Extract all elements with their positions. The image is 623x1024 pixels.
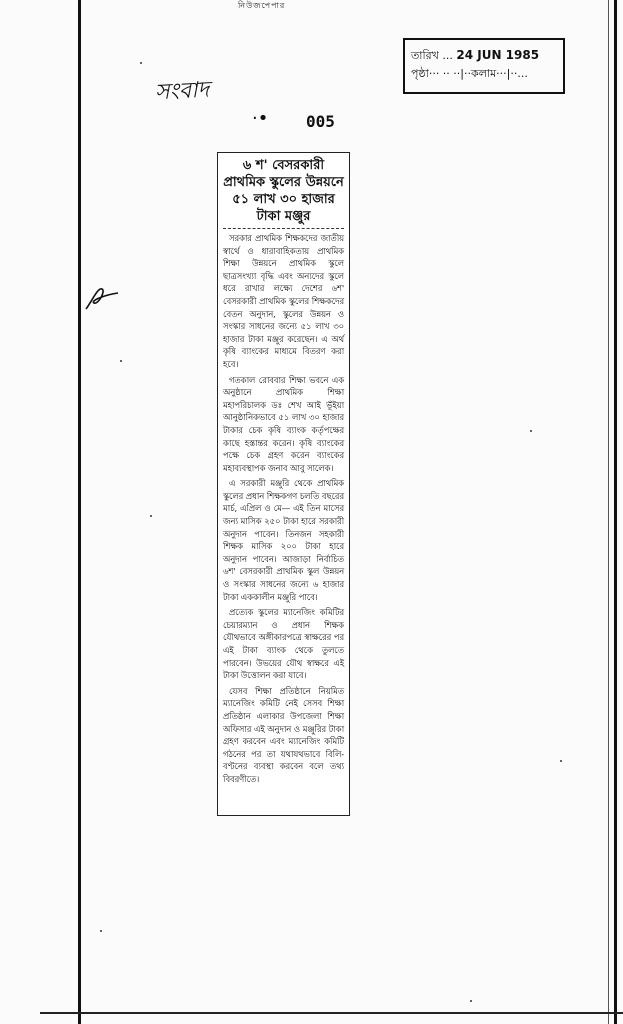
date-stamp xyxy=(403,38,565,94)
page-number: 005 xyxy=(306,112,335,131)
clipping-paragraph: প্রত্যেক স্কুলের ম্যানেজিং কমিটির চেয়ারম্যান ও প্রধান শিক্ষক যৌথভাবে অঙ্গীকারপত্রে স্বাক্ষরের পর এই টাকা ব্যাংক থেকে তুলতে পারবেন। উভয়ের যৌথ স্বাক্ষরে এই টাকা উত্তোলন করা যাবে। xyxy=(223,608,344,682)
pen-scribble-icon xyxy=(84,283,120,313)
header-print: নিউজপেপার xyxy=(238,1,286,10)
page-column-label: পৃষ্ঠা··· ·· ··|··কলাম···|··... xyxy=(411,67,528,80)
newspaper-clipping xyxy=(217,152,350,816)
handwritten-source-title: সংবাদ xyxy=(154,77,210,106)
scan-speck xyxy=(530,430,532,432)
date-value: 24 JUN 1985 xyxy=(456,48,540,62)
scan-speck xyxy=(140,62,142,64)
scan-speck xyxy=(560,760,562,762)
margin-rule xyxy=(78,0,81,1024)
scan-speck xyxy=(120,360,122,362)
clipping-paragraph: যেসব শিক্ষা প্রতিষ্ঠানে নিয়মিত ম্যানেজিং কমিটি নেই সেসব শিক্ষা প্রতিষ্ঠান এলাকার উপজেলা শিক্ষা অফিসার এই অনুদান ও মঞ্জুরির টাকা গ্রহণ করবেন এবং ম্যানেজিং কমিটি গঠনের পর তা যথাযথভাবে বিলি-বণ্টনের ব্যবস্থা করবেন বলে তথ্য বিবরণীতে। xyxy=(223,686,344,785)
bottom-edge xyxy=(40,1012,623,1014)
clipping-paragraph: সরকার প্রাথমিক শিক্ষকদের জাতীয় স্বার্থে ও ধারাবাহিকতায় প্রাথমিক শিক্ষা উন্নয়নে প্রাথমিক স্কুলে ছাত্রসংখ্যা বৃদ্ধি এবং অন্যদের স্কুলে ধরে রাখার লক্ষ্যে দেশের ৬শ' বেসরকারী প্রাথমিক স্কুলের শিক্ষকদের বেতন অনুদান, স্কুলের উন্নয়ন ও সংস্কার সাধনের জন্যে ৫১ লাখ ৩০ হাজার টাকা মঞ্জুর করেছেন। এ অর্থ কৃষি ব্যাংকের মাধ্যমে বিতরণ করা হবে। xyxy=(223,234,344,370)
scan-speck xyxy=(470,1000,472,1002)
clipping-headline: ৬ শ' বেসরকারী প্রাথমিক স্কুলের উন্নয়নে ৫১ লাখ ৩০ হাজার টাকা মঞ্জুর xyxy=(223,157,344,229)
clipping-paragraph: এ সরকারী মঞ্জুরি থেকে প্রাথমিক স্কুলের প্রধান শিক্ষকগণ চলতি বছরের মার্চ, এপ্রিল ও মে— এই তিন মাসের জন্য মাসিক ২৫০ টাকা হারে সরকারী অনুদান পাবেন। তিনজন সহকারী শিক্ষক মাসিক ২০০ টাকা হারে অনুদান পাবেন। আজাড়া নির্বাচিত ৬শ' বেসরকারী প্রাথমিক স্কুল উন্নয়ন ও সংস্কার সাধনের জন্যে ৬ হাজার টাকা এককালীন মঞ্জুরি পাবে। xyxy=(223,479,344,603)
page-edge-inner xyxy=(608,0,609,1024)
scan-speck xyxy=(100,930,102,932)
clipping-paragraph: গতকাল রোববার শিক্ষা ভবনে এক অনুষ্ঠানে প্রাথমিক শিক্ষা মহাপরিচালক ডঃ শেখ আই ভূঁইয়া আনুষ্ঠানিকভাবে ৫১ লাখ ৩০ হাজার টাকার চেক কৃষি ব্যাংক কর্তৃপক্ষের কাছে হস্তান্তর করেন। কৃষি ব্যাংকের পক্ষে চেক গ্রহণ করেন ব্যাংকের মহাব্যবস্থাপক জনাব আবু সালেক। xyxy=(223,375,344,474)
date-label: তারিখ ... xyxy=(411,49,453,62)
page-dots: ·• xyxy=(252,108,269,129)
page-edge xyxy=(614,0,617,1024)
scan-speck xyxy=(150,515,152,517)
